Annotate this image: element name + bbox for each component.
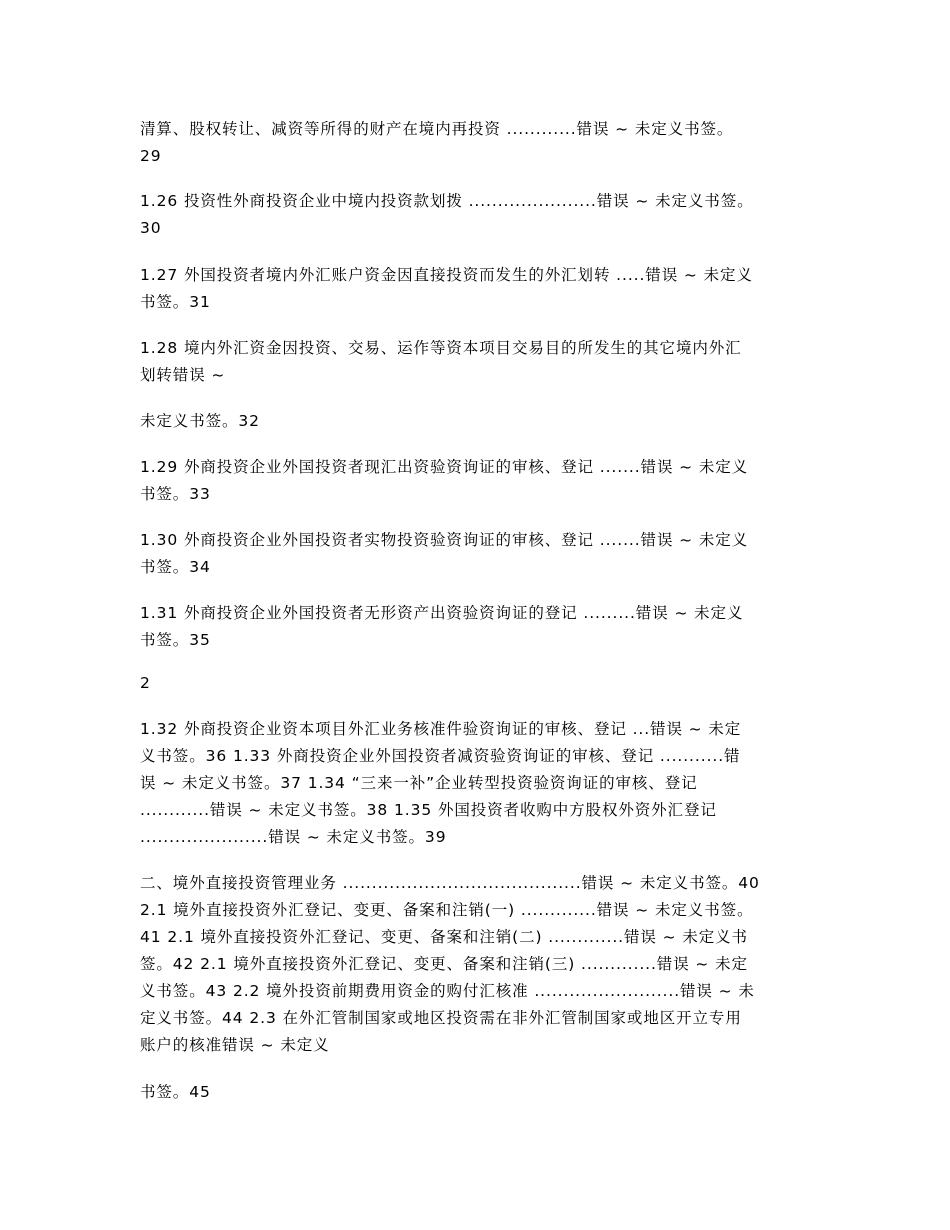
text-line: 41 2.1 境外直接投资外汇登记、变更、备案和注销(二) .............错误 ~ 未定义书 <box>140 928 748 946</box>
toc-entry-1-25 <box>140 116 812 170</box>
toc-entry-2-3-continued <box>140 1079 812 1106</box>
text-line: 书签。35 <box>140 631 211 649</box>
toc-entry-1-28 <box>140 335 812 389</box>
text-line: 义书签。36 1.33 外商投资企业外国投资者减资验资询证的审核、登记 ...........错 <box>140 747 741 765</box>
text-line: 29 <box>140 147 162 165</box>
text-line: 清算、股权转让、减资等所得的财产在境内再投资 ............错误 ~ 未定义书签。 <box>140 120 734 138</box>
text-line: 1.27 外国投资者境内外汇账户资金因直接投资而发生的外汇划转 .....错误 ~ 未定义 <box>140 266 753 284</box>
page-number <box>140 670 812 697</box>
text-line: 误 ~ 未定义书签。37 1.34 “三来一补”企业转型投资验资询证的审核、登记 <box>140 774 698 792</box>
text-line: 书签。34 <box>140 558 211 576</box>
toc-entry-1-27 <box>140 262 812 316</box>
toc-entry-1-29 <box>140 454 812 508</box>
text-line: 1.32 外商投资企业资本项目外汇业务核准件验资询证的审核、登记 ...错误 ~ 未定 <box>140 720 742 738</box>
text-line: 二、境外直接投资管理业务 .........................................错误 ~ 未定义书签。40 <box>140 874 760 892</box>
text-line: 书签。45 <box>140 1083 211 1101</box>
text-line: 书签。33 <box>140 485 211 503</box>
text-line: 划转错误 ~ <box>140 366 226 384</box>
toc-entry-1-30 <box>140 527 812 581</box>
text-line: 2 <box>140 674 151 692</box>
text-line: 1.26 投资性外商投资企业中境内投资款划拨 ......................错误 ~ 未定义书签。 <box>140 192 754 210</box>
text-line: 30 <box>140 219 162 237</box>
text-line: 1.28 境内外汇资金因投资、交易、运作等资本项目交易目的所发生的其它境内外汇 <box>140 339 742 357</box>
toc-entry-1-26 <box>140 188 812 242</box>
toc-entry-1-32-to-1-35 <box>140 716 812 851</box>
toc-entry-1-28-continued <box>140 408 812 435</box>
text-line: ............错误 ~ 未定义书签。38 1.35 外国投资者收购中方股权外资外汇登记 <box>140 801 717 819</box>
text-line: 1.30 外商投资企业外国投资者实物投资验资询证的审核、登记 .......错误 ~ 未定义 <box>140 531 749 549</box>
text-line: 定义书签。44 2.3 在外汇管制国家或地区投资需在非外汇管制国家或地区开立专用 <box>140 1009 742 1027</box>
text-line: 签。42 2.1 境外直接投资外汇登记、变更、备案和注销(三) .............错误 ~ 未定 <box>140 955 748 973</box>
text-line: 2.1 境外直接投资外汇登记、变更、备案和注销(一) .............错误 ~ 未定义书签。 <box>140 901 754 919</box>
text-line: 书签。31 <box>140 293 211 311</box>
toc-section-2 <box>140 870 812 1059</box>
text-line: 账户的核准错误 ~ 未定义 <box>140 1036 330 1054</box>
text-line: 1.29 外商投资企业外国投资者现汇出资验资询证的审核、登记 .......错误 ~ 未定义 <box>140 458 749 476</box>
toc-entry-1-31 <box>140 600 812 654</box>
text-line: 未定义书签。32 <box>140 412 260 430</box>
text-line: 义书签。43 2.2 境外投资前期费用资金的购付汇核准 .........................错误 ~ 未 <box>140 982 755 1000</box>
text-line: ......................错误 ~ 未定义书签。39 <box>140 828 447 846</box>
text-line: 1.31 外商投资企业外国投资者无形资产出资验资询证的登记 .........错误 ~ 未定义 <box>140 604 744 622</box>
